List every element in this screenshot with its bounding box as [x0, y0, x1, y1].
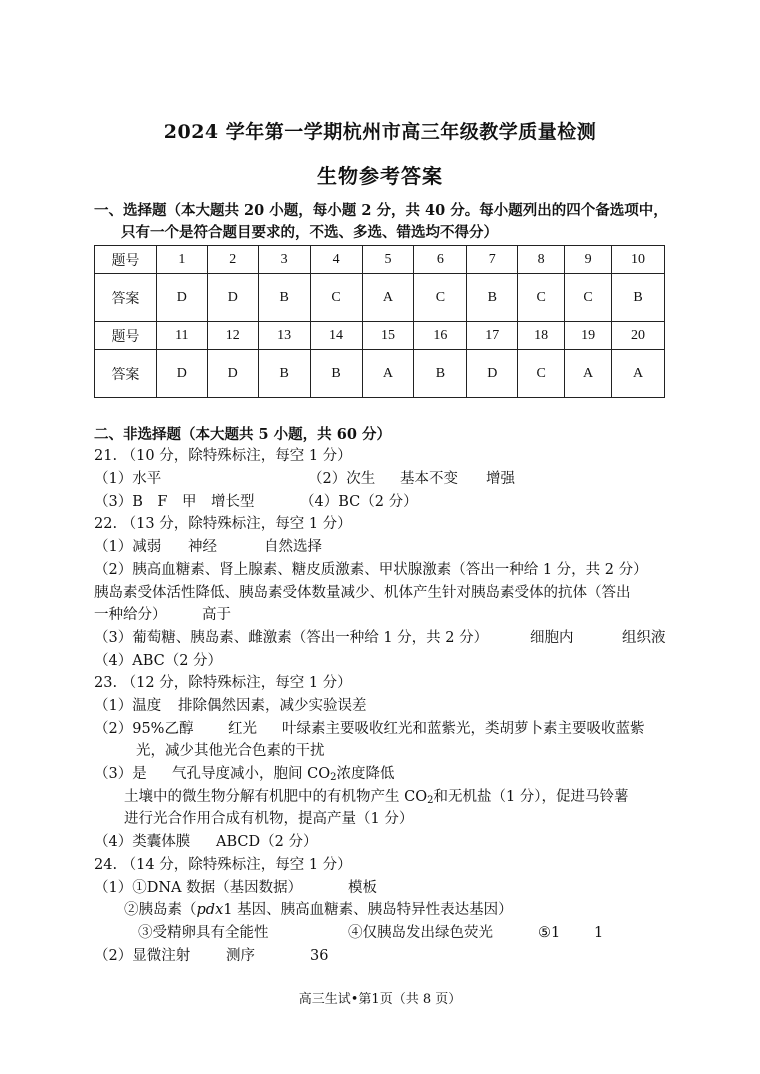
q24-answer: ④仅胰岛发出绿色荧光: [348, 925, 493, 941]
question-number: 9: [565, 246, 612, 274]
answer-cell: D: [156, 350, 207, 398]
q23-line-1: [94, 696, 367, 716]
question-number: 3: [258, 246, 310, 274]
q22-answer: （1）减弱: [94, 539, 162, 555]
q23-text: 和无机盐（1 分），促进马铃薯: [433, 789, 629, 805]
page-footer: 高三生试•第1页（共 8 页）: [298, 992, 462, 1007]
question-number: 10: [612, 246, 665, 274]
q23-line-5: [124, 787, 629, 811]
question-row: [95, 322, 665, 350]
q22-line-1: [94, 537, 322, 557]
q23-answer: （2）95%乙醇: [94, 721, 194, 737]
question-number: 15: [362, 322, 414, 350]
subscript-2: 2: [427, 795, 434, 806]
q21-answer: （4）BC（2 分）: [300, 494, 418, 510]
q24-line-4: [94, 946, 328, 966]
q22-header: 22. （13 分，除特殊标注，每空 1 分）: [94, 516, 352, 532]
question-number: 1: [156, 246, 207, 274]
q21-answer: （1）水平: [94, 471, 162, 487]
section1-heading-line2: 只有一个是符合题目要求的，不选、多选、错选均不得分）: [121, 224, 498, 241]
answer-cell: C: [310, 274, 362, 322]
question-number: 5: [362, 246, 414, 274]
q24-answer: （1）①DNA 数据（基因数据）: [94, 880, 303, 896]
question-row: [95, 246, 665, 274]
q23-answer: 红光: [228, 721, 257, 737]
subscript-2: 2: [330, 772, 337, 783]
answer-cell: A: [362, 274, 414, 322]
q22-answer: 自然选择: [264, 539, 322, 555]
answer-cell: D: [207, 274, 258, 322]
q24-answer: ③受精卵具有全能性: [138, 925, 269, 941]
q24-line-2: [124, 900, 513, 920]
answer-cell: B: [258, 350, 310, 398]
q23-line-3: 光，减少其他光合色素的干扰: [136, 743, 325, 759]
q21-header: 21. （10 分，除特殊标注，每空 1 分）: [94, 448, 352, 464]
question-number: 20: [612, 322, 665, 350]
q23-answer: （4）类囊体膜: [94, 834, 191, 850]
answer-cell: C: [518, 274, 565, 322]
question-number: 18: [518, 322, 565, 350]
section1-heading-line1: 一、选择题（本大题共 20 小题，每小题 2 分，共 40 分。每小题列出的四个备选项中，: [94, 202, 668, 219]
question-number: 19: [565, 322, 612, 350]
answer-cell: A: [565, 350, 612, 398]
q22-answer: （3）葡萄糖、胰岛素、雌激素（答出一种给 1 分，共 2 分）: [94, 630, 489, 646]
question-number: 16: [414, 322, 467, 350]
question-label: 题号: [95, 246, 157, 274]
q22-line-2: （2）胰高血糖素、肾上腺素、糖皮质激素、甲状腺激素（答出一种给 1 分，共 2 分）: [94, 562, 648, 578]
question-number: 11: [156, 322, 207, 350]
page-subtitle: 生物参考答案: [317, 164, 443, 188]
q23-answer: 叶绿素主要吸收红光和蓝紫光，类胡萝卜素主要吸收蓝紫: [282, 721, 645, 737]
q22-answer: 神经: [188, 539, 217, 555]
q22-answer: 组织液: [622, 630, 666, 646]
q24-answer: 1: [594, 925, 604, 941]
question-number: 6: [414, 246, 467, 274]
answer-cell: B: [310, 350, 362, 398]
question-number: 4: [310, 246, 362, 274]
answer-cell: D: [156, 274, 207, 322]
answer-cell: D: [467, 350, 518, 398]
answer-cell: B: [467, 274, 518, 322]
question-number: 14: [310, 322, 362, 350]
q24-answer: 36: [310, 948, 329, 964]
q21-answer: 基本不变: [400, 471, 458, 487]
q23-line-2: [94, 719, 645, 739]
q24-answer: 1 基因、胰高血糖素、胰岛特异性表达基因）: [223, 902, 513, 918]
answer-cell: D: [207, 350, 258, 398]
question-number: 13: [258, 322, 310, 350]
answer-cell: B: [414, 350, 467, 398]
q22-answer: 细胞内: [530, 630, 574, 646]
q23-answer: ABCD（2 分）: [216, 834, 318, 850]
answer-cell: C: [565, 274, 612, 322]
q24-answer: 测序: [226, 948, 255, 964]
answer-label: 答案: [95, 274, 157, 322]
q23-header: 23. （12 分，除特殊标注，每空 1 分）: [94, 675, 352, 691]
q24-answer: ⑤1: [538, 925, 561, 941]
q23-answer: 排除偶然因素，减少实验误差: [178, 698, 367, 714]
q22-line-5: [94, 628, 666, 648]
q23-text: 土壤中的微生物分解有机肥中的有机物产生 CO: [124, 789, 428, 805]
q24-answer: ②胰岛素（: [124, 902, 197, 918]
page-title: 2024 学年第一学期杭州市高三年级教学质量检测: [163, 121, 597, 143]
q21-answer: （3）B F 甲 增长型: [94, 494, 255, 510]
q23-answer: 浓度降低: [336, 766, 395, 782]
q23-line-7: [94, 832, 317, 852]
answer-label: 答案: [95, 350, 157, 398]
answer-cell: B: [612, 274, 665, 322]
answer-cell: C: [414, 274, 467, 322]
answer-table-2: [94, 321, 665, 398]
question-number: 2: [207, 246, 258, 274]
q24-header: 24. （14 分，除特殊标注，每空 1 分）: [94, 857, 352, 873]
answer-row: [95, 350, 665, 398]
answer-cell: C: [518, 350, 565, 398]
q21-answer: （2）次生: [308, 471, 376, 487]
answer-cell: B: [258, 274, 310, 322]
q24-line-1: [94, 878, 377, 898]
q22-line-6: （4）ABC（2 分）: [94, 653, 223, 669]
question-label: 题号: [95, 322, 157, 350]
question-number: 8: [518, 246, 565, 274]
answer-cell: A: [612, 350, 665, 398]
q24-answer: （2）显微注射: [94, 948, 191, 964]
q21-line-2: [94, 492, 418, 512]
section2-heading: 二、非选择题（本大题共 5 小题，共 60 分）: [94, 426, 391, 443]
q22-line-4: [94, 605, 231, 625]
gene-name-italic: pdx: [196, 902, 224, 918]
answer-cell: A: [362, 350, 414, 398]
q22-line-3: 胰岛素受体活性降低、胰岛素受体数量减少、机体产生针对胰岛素受体的抗体（答出: [94, 585, 631, 601]
q23-line-6: 进行光合作用合成有机物，提高产量（1 分）: [124, 811, 414, 827]
q24-answer: 模板: [348, 880, 377, 896]
q23-answer: （1）温度: [94, 698, 162, 714]
q23-answer: （3）是: [94, 766, 147, 782]
answer-row: [95, 274, 665, 322]
q24-line-3: [138, 923, 603, 943]
q21-answer: 增强: [486, 471, 515, 487]
q22-answer: 一种给分）: [94, 607, 167, 623]
question-number: 12: [207, 322, 258, 350]
q22-answer: 高于: [202, 607, 231, 623]
q21-line-1: [94, 469, 515, 489]
answer-table-1: [94, 245, 665, 322]
q23-line-4: [94, 764, 394, 788]
section1-heading: [94, 200, 668, 244]
question-number: 17: [467, 322, 518, 350]
q23-answer: 气孔导度减小，胞间 CO: [172, 766, 331, 782]
question-number: 7: [467, 246, 518, 274]
